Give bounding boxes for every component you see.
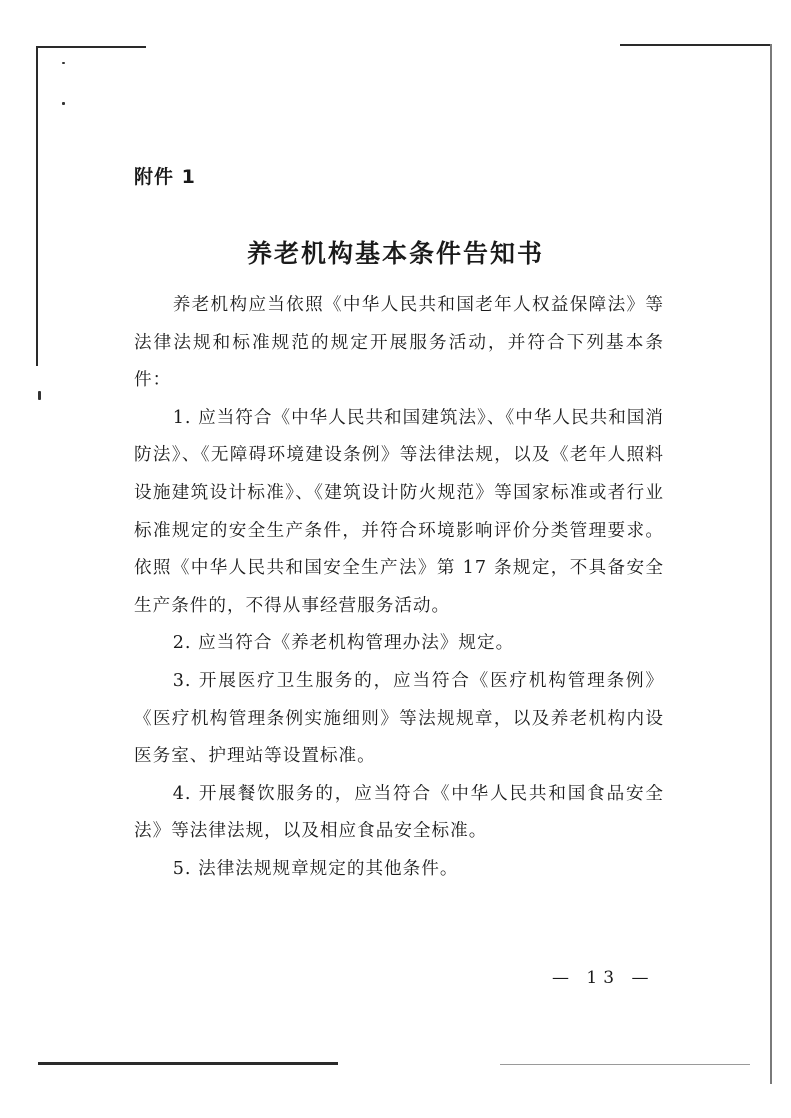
condition-5: 5. 法律法规规章规定的其他条件。 — [172, 858, 459, 879]
scan-speck — [62, 102, 65, 105]
condition-3: 3. 开展医疗卫生服务的，应当符合《医疗机构管理条例》《医疗机构管理条例实施细则》等法规规章，以及养老机构内设医务室、护理站等设置标准。 — [134, 670, 664, 767]
condition-1: 1. 应当符合《中华人民共和国建筑法》、《中华人民共和国消防法》、《无障碍环境建设条例》等法律法规，以及《老年人照料设施建筑设计标准》、《建筑设计防火规范》等国家标准或者行业标准规定的安全生产条件，并符合环境影响评价分类管理要求。依照《中华人民共和国安全生产法》第 17 条规定，不具备安全生产条件的，不得从事经营服务活动。 — [134, 407, 664, 616]
scan-speck — [38, 391, 41, 400]
scan-border-top-left — [36, 46, 146, 48]
scan-speck — [62, 62, 65, 64]
document-body — [134, 287, 664, 889]
intro-paragraph: 养老机构应当依照《中华人民共和国老年人权益保障法》等法律法规和标准规范的规定开展服务活动，并符合下列基本条件： — [134, 295, 664, 391]
condition-4: 4. 开展餐饮服务的，应当符合《中华人民共和国食品安全法》等法律法规，以及相应食品安全标准。 — [134, 783, 664, 842]
attachment-label: 附件 1 — [134, 166, 196, 188]
condition-2: 2. 应当符合《养老机构管理办法》规定。 — [172, 633, 515, 654]
scan-border-bottom — [38, 1062, 338, 1065]
scan-border-right — [770, 44, 772, 1084]
scan-border-bottom-right — [500, 1064, 750, 1065]
page-number: — 13 — — [552, 968, 655, 988]
scan-border-left — [36, 46, 38, 366]
document-title: 养老机构基本条件告知书 — [246, 239, 544, 268]
scan-border-top-right — [620, 44, 772, 46]
